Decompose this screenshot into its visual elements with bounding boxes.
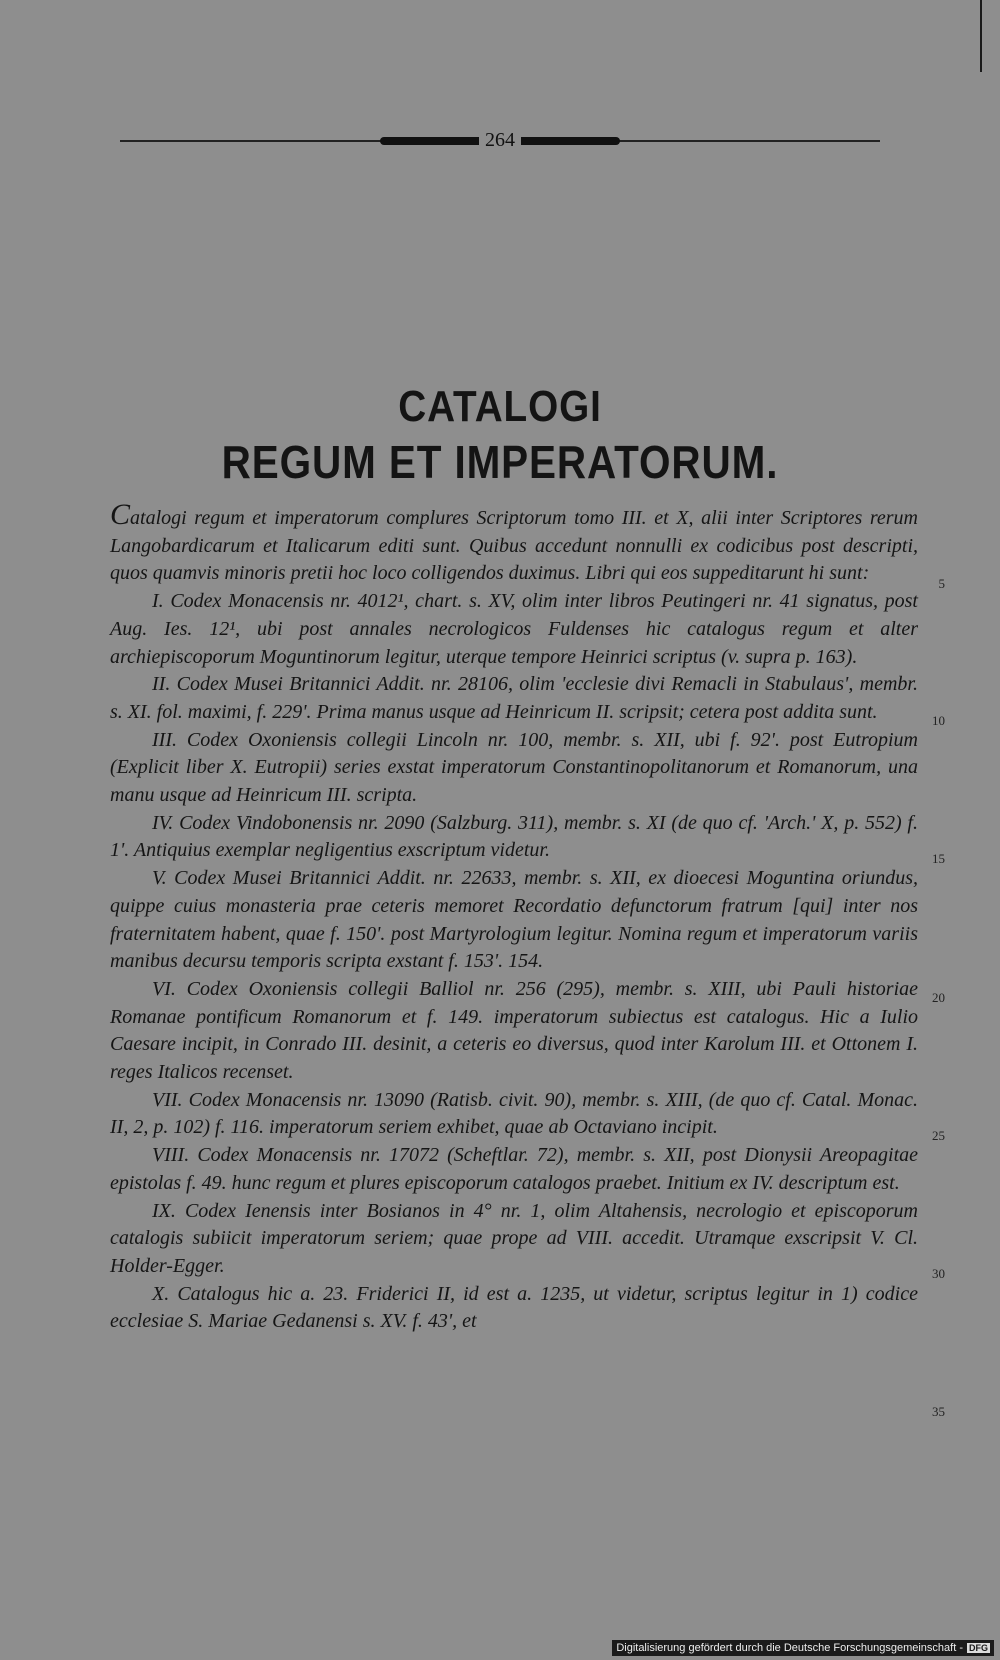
body-text bbox=[110, 498, 918, 1336]
intro-text: atalogi regum et imperatorum complures Scriptorum tomo III. et X, alii inter Scriptores rerum Langobardicarum et Italicarum editi sunt. Quibus accedunt nonnulli ex codicibus post descripti, quos quamvis minoris pretii hoc loco colligendos duximus. Libri qui eos suppeditarunt hi sunt: bbox=[110, 507, 918, 585]
footer-text: Digitalisierung gefördert durch die Deutsche Forschungsgemeinschaft - bbox=[616, 1642, 963, 1654]
page-number-wrapper bbox=[0, 128, 1000, 152]
codex-paragraph-10: X. Catalogus hic a. 23. Friderici II, id est a. 1235, ut videtur, scriptus legitur in 1) codice ecclesiae S. Mariae Gedanensi s. XV. f. 43', et bbox=[110, 1282, 918, 1333]
line-number: 30 bbox=[932, 1266, 945, 1281]
dfg-logo-icon: DFG bbox=[969, 1643, 988, 1653]
codex-paragraph-2: II. Codex Musei Britannici Addit. nr. 28106, olim 'ecclesie divi Remacli in Stabulaus', membr. s. XI. fol. maximi, f. 229'. Prima manus usque ad Heinricum II. scripsit; cetera post addita sunt. bbox=[110, 673, 918, 723]
intro-paragraph bbox=[110, 498, 918, 588]
line-number: 10 bbox=[932, 713, 945, 728]
line-number: 5 bbox=[938, 576, 945, 591]
line-number: 35 bbox=[932, 1404, 945, 1419]
codex-paragraph-3: III. Codex Oxoniensis collegii Lincoln nr. 100, membr. s. XII, ubi f. 92'. post Eutropium (Explicit liber X. Eutropii) series exstat imperatorum Constantinopolitanorum et Romanorum, una manu usque ad Heinricum III. scripta. bbox=[110, 728, 918, 807]
page-number: 264 bbox=[479, 129, 521, 151]
codex-paragraph-4: IV. Codex Vindobonensis nr. 2090 (Salzburg. 311), membr. s. XI (de quo cf. 'Arch.' X, p. 552) f. 1'. Antiquius exemplar negligentius exscriptum videtur. bbox=[110, 811, 918, 862]
line-number: 25 bbox=[932, 1128, 945, 1143]
codex-paragraph-6: VI. Codex Oxoniensis collegii Balliol nr. 256 (295), membr. s. XIII, ubi Pauli historiae Romanae pontificum Romanorum et f. 149. imperatorum subiectus est catalogus. Hic a Iulio Caesare incipit, in Conrado III. desinit, a ceteris eo diversus, quod inter Karolum III. et Ottonem I. reges Italicos recenset. bbox=[110, 977, 918, 1084]
codex-paragraph-9: IX. Codex Ienensis inter Bosianos in 4° nr. 1, olim Altahensis, necrologio et episcoporum catalogis subiicit imperatorum seriem; quae prope ad VIII. accedit. Utramque exscripsit V. Cl. Holder-Egger. bbox=[110, 1199, 918, 1277]
codex-paragraph-8: VIII. Codex Monacensis nr. 17072 (Scheftlar. 72), membr. s. XII, post Dionysii Areopagitae epistolas f. 49. hunc regum et plures episcoporum catalogos praebet. Initium ex IV. descriptum est. bbox=[110, 1144, 918, 1194]
initial-letter: C bbox=[110, 498, 131, 531]
codex-paragraph-5: V. Codex Musei Britannici Addit. nr. 22633, membr. s. XII, ex dioecesi Moguntina oriundus, quippe cuius monasteria prae ceteris memoret Recordatio defunctorum fratrum [qui] inter nos fraternitatem habent, quae f. 150'. post Martyrologium legitur. Nomina regum et imperatorum variis manibus decursu temporis scripta exstant f. 153'. 154. bbox=[110, 867, 918, 973]
codex-paragraph-7: VII. Codex Monacensis nr. 13090 (Ratisb. civit. 90), membr. s. XIII, (de quo cf. Catal. Monac. II, 2, p. 102) f. 116. imperatorum seriem exhibet, quae ab Octaviano incipit. bbox=[110, 1088, 918, 1139]
footer-credit bbox=[612, 1640, 994, 1656]
page-title-line1: CATALOGI bbox=[398, 382, 602, 431]
line-number: 20 bbox=[932, 990, 945, 1005]
line-number: 15 bbox=[932, 851, 945, 866]
page-title-line2: REGUM ET IMPERATORUM. bbox=[221, 436, 779, 488]
scan-edge-line bbox=[980, 0, 982, 72]
codex-paragraph-1: I. Codex Monacensis nr. 4012¹, chart. s. XV, olim inter libros Peutingeri nr. 41 signatus, post Aug. Ies. 12¹, ubi post annales necrologicos Fuldenses hic catalogus regum et alter archiepiscoporum Moguntinorum legitur, uterque tempore Heinrici scriptus (v. supra p. 163). bbox=[110, 590, 918, 668]
